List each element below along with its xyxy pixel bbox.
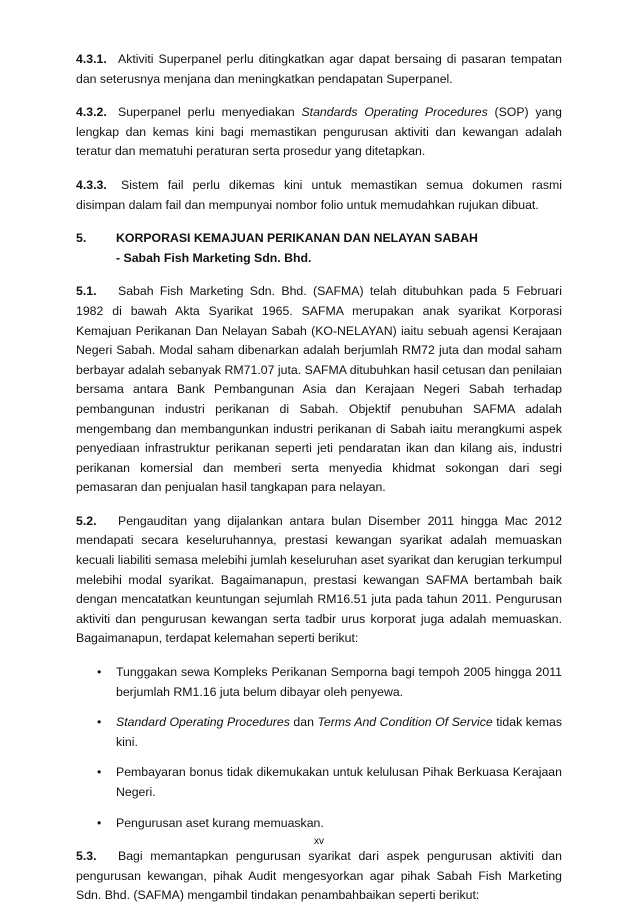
paragraph-5-3	[76, 847, 562, 906]
list-item	[76, 814, 562, 834]
paragraph-5-2	[76, 512, 562, 649]
weakness-list	[76, 663, 562, 833]
paragraph-number: 4.3.3.	[76, 177, 107, 192]
list-item	[76, 713, 562, 752]
paragraph-text: (SOP) yang lengkap dan kemas kini bagi memastikan pengurusan aktiviti dan kewangan adalah teratur dan mematuhi peraturan serta prosedur yang ditetapkan.	[76, 105, 562, 159]
list-item-italic-text: Standard Operating Procedures	[116, 715, 290, 730]
paragraph-text: Bagi memantapkan pengurusan syarikat dari aspek pengurusan aktiviti dan pengurusan kewangan, pihak Audit mengesyorkan agar pihak Sabah Fish Marketing Sdn. Bhd. (SAFMA) mengambil tindakan penambahbaikan seperti berikut:	[76, 849, 562, 903]
list-item	[76, 763, 562, 802]
list-item-text: Pembayaran bonus tidak dikemukakan untuk kelulusan Pihak Berkuasa Kerajaan Negeri.	[116, 765, 562, 799]
list-item-text: dan	[289, 715, 318, 730]
paragraph-italic-text: Standards Operating Procedures	[301, 105, 488, 120]
paragraph-text: Sistem fail perlu dikemas kini untuk memastikan semua dokumen rasmi disimpan dalam fail dan mempunyai nombor folio untuk memudahkan rujukan dibuat.	[76, 177, 562, 212]
paragraph-4-3-3	[76, 176, 562, 215]
section-heading-5	[76, 229, 562, 268]
section-title: KORPORASI KEMAJUAN PERIKANAN DAN NELAYAN SABAH	[116, 231, 478, 246]
paragraph-4-3-1	[76, 50, 562, 89]
list-item-text: Tunggakan sewa Kompleks Perikanan Semporna bagi tempoh 2005 hingga 2011 berjumlah RM1.16 juta belum dibayar oleh penyewa.	[116, 665, 562, 699]
paragraph-5-1	[76, 282, 562, 498]
document-page	[76, 50, 562, 920]
paragraph-text: Aktiviti Superpanel perlu ditingkatkan agar dapat bersaing di pasaran tempatan dan seterusnya menjana dan meningkatkan pendapatan Superpanel.	[76, 52, 562, 86]
list-item-text: Pengurusan aset kurang memuaskan.	[116, 815, 324, 830]
paragraph-number: 4.3.2.	[76, 105, 107, 120]
list-item-italic-text: Terms And Condition Of Service	[317, 715, 493, 730]
page-number: xv	[314, 836, 324, 847]
paragraph-number: 4.3.1.	[76, 52, 107, 66]
paragraph-text: Sabah Fish Marketing Sdn. Bhd. (SAFMA) telah ditubuhkan pada 5 Februari 1982 di bawah Akta Syarikat 1965. SAFMA merupakan anak syarikat Korporasi Kemajuan Perikanan Dan Nelayan Sabah (KO-NELAYAN) iaitu sebuah agensi Kerajaan Negeri Sabah. Modal saham dibenarkan adalah berjumlah RM72 juta dan modal saham berbayar adalah sebanyak RM71.07 juta. SAFMA ditubuhkan hasil cetusan dan penilaian bersama antara Bank Pembangunan Asia dan Kerajaan Negeri Sabah terhadap pembangunan industri perikanan di Sabah. Objektif penubuhan SAFMA adalah mengembang dan membangunkan industri perikanan di Sabah iaitu merangkumi aspek penyediaan infrastruktur perikanan seperti jeti pendaratan ikan dan kilang ais, industri perikanan komersial dan memberi serta menyedia khidmat sokongan dari segi pemasaran dan penjualan hasil tangkapan para nelayan.	[76, 284, 562, 495]
bullet-icon: •	[97, 715, 102, 730]
paragraph-number: 5.3.	[76, 849, 97, 864]
paragraph-4-3-2	[76, 103, 562, 162]
bullet-icon: •	[97, 765, 102, 780]
paragraph-number: 5.2.	[76, 513, 97, 528]
section-number: 5.	[76, 231, 87, 246]
paragraph-text: Pengauditan yang dijalankan antara bulan Disember 2011 hingga Mac 2012 mendapati secara keseluruhannya, prestasi kewangan syarikat adalah memuaskan kecuali liabiliti semasa melebihi jumlah keseluruhan aset syarikat dan kerugian terkumpul melebihi modal syarikat. Bagaimanapun, prestasi kewangan SAFMA bertambah baik dengan mencatatkan keuntungan sejumlah RM16.51 juta pada tahun 2011. Pengurusan aktiviti dan pengurusan kewangan serta tadbir urus korporat juga adalah memuaskan. Bagaimanapun, terdapat kelemahan seperti berikut:	[76, 513, 562, 646]
bullet-icon: •	[97, 665, 102, 680]
list-item	[76, 663, 562, 702]
section-subtitle: - Sabah Fish Marketing Sdn. Bhd.	[116, 250, 312, 265]
paragraph-number: 5.1.	[76, 284, 97, 299]
bullet-icon: •	[97, 815, 102, 830]
list-item-text: tidak kemas kini.	[116, 715, 562, 749]
paragraph-text: Superpanel perlu menyediakan	[118, 105, 302, 120]
